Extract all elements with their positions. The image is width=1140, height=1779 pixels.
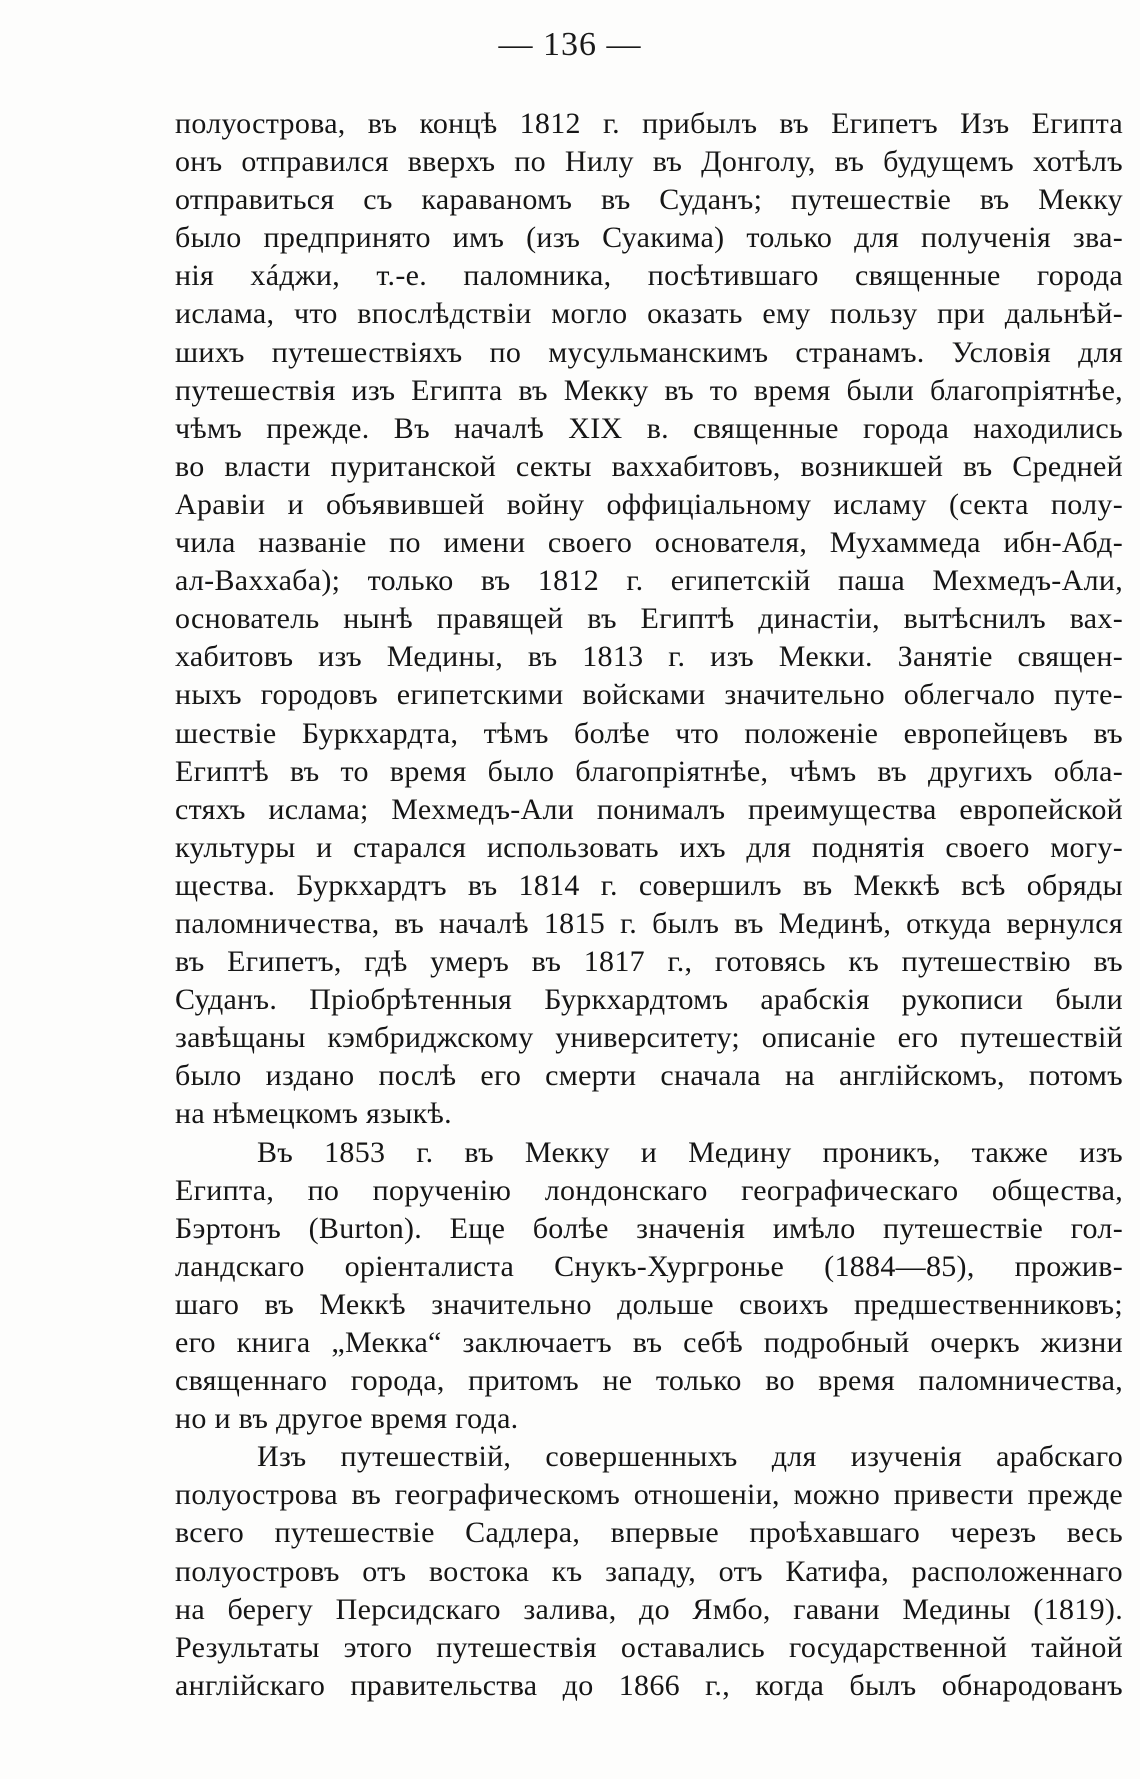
text-line: завѣщаны кэмбриджскому университету; описаніе его путешествій — [175, 1021, 1123, 1055]
text-line: Суданъ. Пріобрѣтенныя Буркхардтомъ арабскія рукописи были — [175, 983, 1123, 1017]
body-text — [175, 105, 1123, 1705]
text-line: было издано послѣ его смерти сначала на англійскомъ, потомъ — [175, 1059, 1123, 1093]
text-line: ныхъ городовъ египетскими войсками значительно облегчало путе- — [175, 678, 1123, 712]
text-line: шихъ путешествіяхъ по мусульманскимъ странамъ. Условія для — [175, 335, 1123, 369]
text-line: ландскаго оріенталиста Снукъ-Хургронье (1884—85), прожив- — [175, 1249, 1123, 1283]
text-line: англійскаго правительства до 1866 г., когда былъ обнародованъ — [175, 1668, 1123, 1702]
text-line: въ Египетъ, гдѣ умеръ въ 1817 г., готовясь къ путешествію въ — [175, 945, 1123, 979]
text-line: его книга „Мекка“ заключаетъ въ себѣ подробный очеркъ жизни — [175, 1326, 1123, 1359]
text-line: чила названіе по имени своего основателя, Мухаммеда ибн-Абд- — [175, 526, 1123, 560]
text-line: полуостровъ отъ востока къ западу, отъ Катифа, расположеннаго — [175, 1554, 1123, 1588]
text-line: онъ отправился вверхъ по Нилу въ Донголу, въ будущемъ хотѣлъ — [175, 145, 1123, 179]
text-line: чѣмъ прежде. Въ началѣ XIX в. священные города находились — [175, 411, 1123, 445]
text-line: священнаго города, притомъ не только во время паломничества, — [175, 1364, 1123, 1398]
text-line: ислама, что впослѣдствіи могло оказать ему пользу при дальнѣй- — [175, 297, 1123, 331]
text-line: стяхъ ислама; Мехмедъ-Али понималъ преимущества европейской — [175, 792, 1123, 826]
text-line: Въ 1853 г. въ Мекку и Медину проникъ, также изъ — [257, 1135, 1123, 1169]
text-line: Бэртонъ (Burton). Еще болѣе значенія имѣло путешествіе гол- — [175, 1211, 1123, 1245]
text-line: всего путешествіе Садлера, впервые проѣхавшаго черезъ весь — [175, 1516, 1123, 1550]
text-line: путешествія изъ Египта въ Мекку въ то время были благопріятнѣе, — [175, 373, 1123, 407]
text-line: на берегу Персидскаго залива, до Ямбо, гавани Медины (1819). — [175, 1592, 1123, 1626]
text-line: нія хáджи, т.-е. паломника, посѣтившаго священные города — [175, 259, 1123, 293]
text-line: основатель нынѣ правящей въ Египтѣ династіи, вытѣснилъ вах- — [175, 602, 1123, 636]
text-line: на нѣмецкомъ языкѣ. — [175, 1097, 452, 1131]
text-line: Египтѣ въ то время было благопріятнѣе, чѣмъ въ другихъ обла- — [175, 754, 1123, 788]
text-line: Египта, по порученію лондонскаго географическаго общества, — [175, 1173, 1123, 1207]
text-line: Изъ путешествій, совершенныхъ для изученія арабскаго — [257, 1440, 1123, 1474]
text-line: культуры и старался использовать ихъ для поднятія своего могу- — [175, 830, 1123, 864]
text-line: Аравіи и объявившей войну оффиціальному исламу (секта полу- — [175, 487, 1123, 521]
text-line: ал-Ваххаба); только въ 1812 г. египетскій паша Мехмедъ-Али, — [175, 564, 1123, 598]
text-line: щества. Буркхардтъ въ 1814 г. совершилъ въ Меккѣ всѣ обряды — [175, 868, 1123, 902]
text-line: Результаты этого путешествія оставались государственной тайной — [175, 1630, 1123, 1664]
page-number: — 136 — — [498, 26, 642, 63]
text-line: отправиться съ караваномъ въ Суданъ; путешествіе въ Мекку — [175, 183, 1123, 217]
text-line: хабитовъ изъ Медины, въ 1813 г. изъ Мекки. Занятіе священ- — [175, 640, 1123, 674]
text-line: но и въ другое время года. — [175, 1402, 519, 1436]
text-line: полуострова, въ концѣ 1812 г. прибылъ въ Египетъ Изъ Египта — [175, 107, 1123, 140]
text-line: паломничества, въ началѣ 1815 г. былъ въ Мединѣ, откуда вернулся — [175, 906, 1123, 940]
text-line: во власти пуританской секты ваххабитовъ, возникшей въ Средней — [175, 449, 1123, 483]
text-line: было предпринято имъ (изъ Суакима) только для полученія зва- — [175, 221, 1123, 255]
text-line: шествіе Буркхардта, тѣмъ болѣе что положеніе европейцевъ въ — [175, 716, 1123, 750]
text-line: шаго въ Меккѣ значительно дольше своихъ предшественниковъ; — [175, 1287, 1123, 1321]
text-line: полуострова въ географическомъ отношеніи, можно привести прежде — [175, 1478, 1123, 1512]
